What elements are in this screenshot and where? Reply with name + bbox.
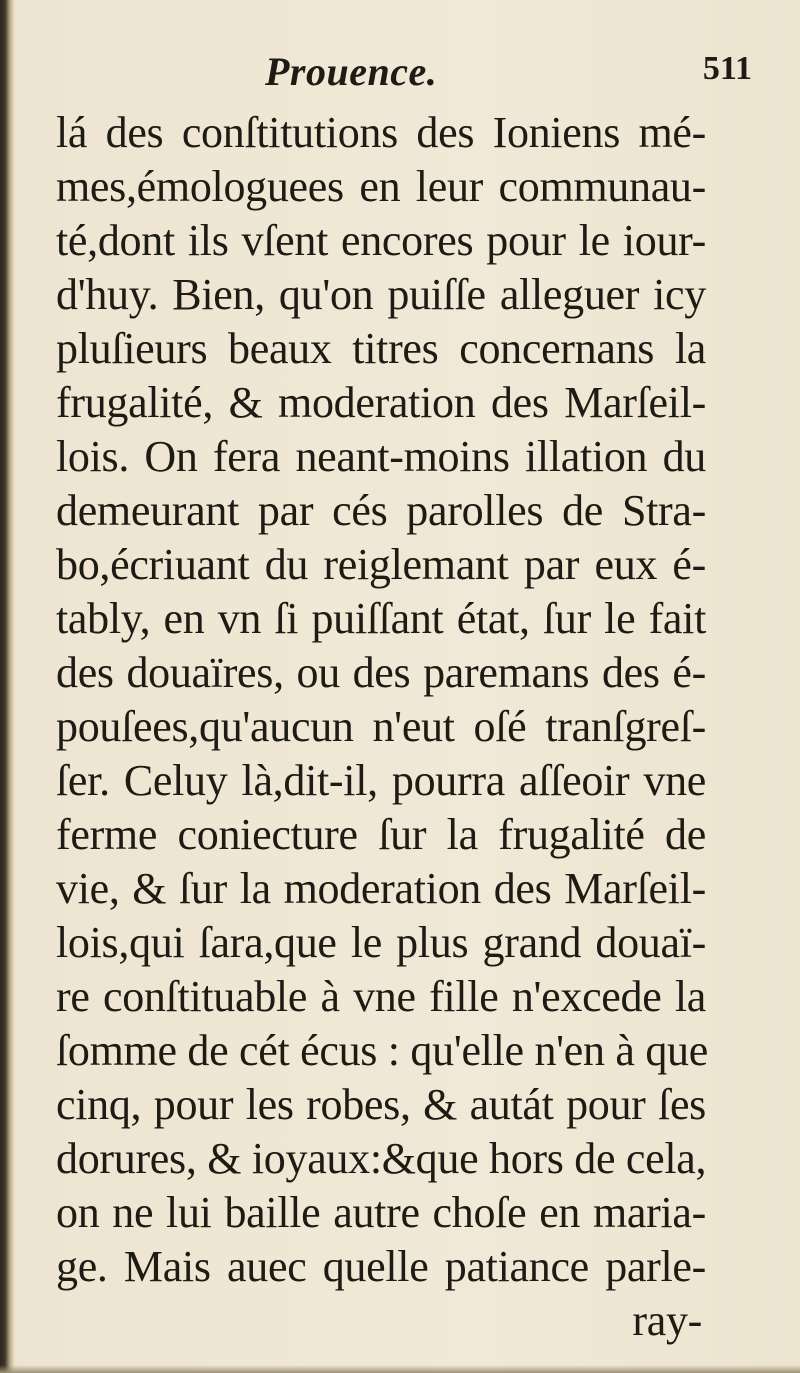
page-header — [60, 48, 752, 94]
text-line: ferme coniecture ſur la frugalité de — [56, 810, 706, 859]
text-line: dorures, & ioyaux:&que hors de cela, — [56, 1134, 707, 1183]
text-line: on ne lui baille autre choſe en maria- — [56, 1188, 706, 1237]
text-line: té,dont ils vſent encores pour le iour- — [56, 216, 706, 265]
text-line: lá des conſtitutions des Ioniens mé- — [56, 108, 706, 157]
text-line: bo,écriuant du reiglemant par eux é- — [56, 540, 706, 589]
text-line: re conſtituable à vne fille n'excede la — [56, 972, 706, 1021]
text-line: lois,qui ſara,que le plus grand douaï- — [56, 918, 706, 967]
text-line: d'huy. Bien, qu'on puiſſe alleguer icy — [56, 270, 706, 319]
text-line: lois. On fera neant-moins illation du — [56, 432, 706, 481]
text-line: demeurant par cés parolles de Stra- — [56, 486, 706, 535]
text-line: tably, en vn ſi puiſſant état, ſur le fait — [56, 594, 706, 643]
text-line: ſomme de cét écus : qu'elle n'en à que — [56, 1026, 708, 1075]
text-line: vie, & ſur la moderation des Marſeil- — [56, 864, 706, 913]
binding-edge — [0, 0, 14, 1373]
text-line: ge. Mais auec quelle patiance parle- — [56, 1242, 706, 1291]
text-line: ſer. Celuy là,dit-il, pourra aſſeoir vne — [56, 756, 706, 805]
text-line: des douaïres, ou des paremans des é- — [56, 648, 706, 697]
page-bottom-edge — [0, 1365, 800, 1373]
text-line: pluſieurs beaux titres concernans la — [56, 324, 706, 373]
text-line: mes,émologuees en leur communau- — [56, 162, 706, 211]
text-line: cinq, pour les robes, & autát pour ſes — [56, 1080, 706, 1129]
catchword: ray- — [632, 1296, 702, 1345]
text-line: frugalité, & moderation des Marſeil- — [56, 378, 706, 427]
page-number: 511 — [702, 50, 752, 87]
text-line: pouſees,qu'aucun n'eut oſé tranſgreſ- — [56, 702, 706, 751]
text-block — [56, 106, 706, 1348]
running-head: Prouence. — [265, 49, 438, 94]
